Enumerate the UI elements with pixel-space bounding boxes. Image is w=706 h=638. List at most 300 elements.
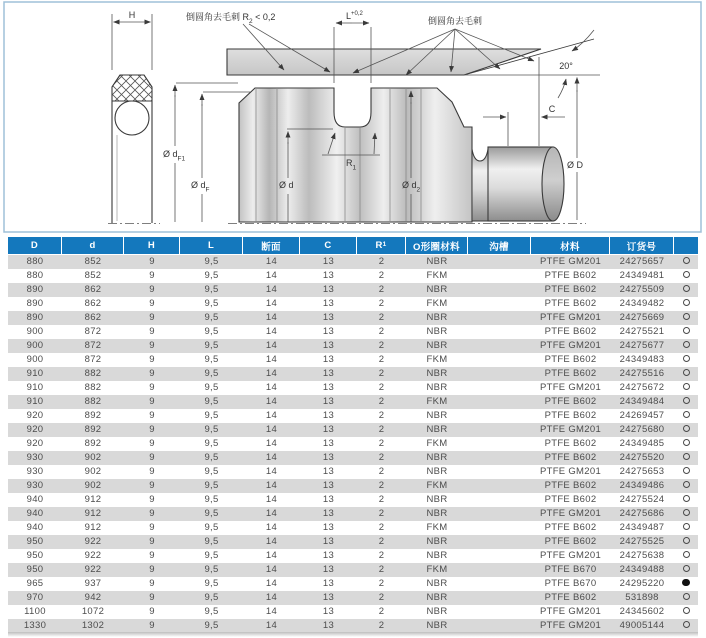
table-cell: FKM xyxy=(426,354,448,365)
table-cell: PTFE B602 xyxy=(544,354,597,365)
table-cell: 9 xyxy=(149,368,155,379)
table-cell: PTFE B602 xyxy=(544,438,597,449)
table-cell: 14 xyxy=(265,340,278,351)
table-cell: 872 xyxy=(84,326,102,337)
availability-indicator xyxy=(674,325,698,339)
table-cell: 13 xyxy=(322,550,335,561)
table-cell: 13 xyxy=(322,256,335,267)
table-cell: PTFE B602 xyxy=(544,270,597,281)
table-row xyxy=(8,339,698,353)
table-cell: 852 xyxy=(84,270,102,281)
table-cell: NBR xyxy=(426,466,448,477)
table-row xyxy=(8,423,698,437)
table-cell: FKM xyxy=(426,270,448,281)
hollow-circle-icon xyxy=(683,593,690,600)
table-row xyxy=(8,535,698,549)
table-cell: 9 xyxy=(149,424,155,435)
table-cell xyxy=(468,577,531,591)
table-cell: 9 xyxy=(149,438,155,449)
table-cell: 940 xyxy=(26,508,44,519)
svg-text:倒圆角去毛刺 R2 < 0,2: 倒圆角去毛刺 $R_2 < 0,2$ xyxy=(186,12,276,25)
size-table xyxy=(8,237,698,633)
table-cell: 14 xyxy=(265,536,278,547)
hollow-circle-icon xyxy=(683,285,690,292)
table-cell: 9,5 xyxy=(204,340,219,351)
svg-text:L+0,2: $L^{+0,2}$ xyxy=(346,11,363,21)
col-header-order-number: 订货号 xyxy=(610,237,674,254)
hollow-circle-icon xyxy=(683,341,690,348)
table-cell: PTFE B602 xyxy=(544,396,597,407)
col-header-d: d xyxy=(62,237,124,254)
hollow-circle-icon xyxy=(683,271,690,278)
table-row xyxy=(8,437,698,451)
table-cell: 9,5 xyxy=(204,270,219,281)
table-cell: NBR xyxy=(426,382,448,393)
table-cell: 9 xyxy=(149,466,155,477)
table-row xyxy=(8,521,698,535)
svg-text:R1: $R_1$ xyxy=(345,158,357,172)
table-row xyxy=(8,493,698,507)
hollow-circle-icon xyxy=(683,607,690,614)
availability-indicator xyxy=(674,437,698,451)
table-row xyxy=(8,255,698,269)
table-cell: 14 xyxy=(265,522,278,533)
svg-text:Ø dF: Ø $d_F$ xyxy=(191,180,210,194)
table-cell: 2 xyxy=(378,592,385,603)
svg-text:Ø D: Ø D xyxy=(567,160,584,170)
table-header xyxy=(8,237,698,254)
table-cell: 9,5 xyxy=(204,424,219,435)
table-row xyxy=(8,563,698,577)
availability-indicator xyxy=(674,381,698,395)
technical-drawing xyxy=(0,0,706,236)
table-cell: 13 xyxy=(322,424,335,435)
table-cell: PTFE GM201 xyxy=(539,382,602,393)
table-cell: NBR xyxy=(426,592,448,603)
table-cell: 14 xyxy=(265,620,278,631)
table-cell: 852 xyxy=(84,256,102,267)
table-cell: FKM xyxy=(426,522,448,533)
seal-cross-section xyxy=(112,75,152,223)
table-cell xyxy=(468,283,531,297)
table-cell: 24275669 xyxy=(619,312,665,323)
table-cell: NBR xyxy=(426,256,448,267)
table-row xyxy=(8,367,698,381)
table-cell: 2 xyxy=(378,284,385,295)
table-row xyxy=(8,381,698,395)
table-cell xyxy=(468,535,531,549)
table-cell: 2 xyxy=(378,312,385,323)
table-cell: 24349482 xyxy=(619,298,665,309)
table-cell xyxy=(468,423,531,437)
hollow-circle-icon xyxy=(683,257,690,264)
table-cell: 892 xyxy=(84,424,102,435)
table-cell: NBR xyxy=(426,550,448,561)
table-cell: 2 xyxy=(378,452,385,463)
table-cell: 14 xyxy=(265,606,278,617)
hollow-circle-icon xyxy=(683,383,690,390)
table-cell: 13 xyxy=(322,410,335,421)
table-cell: 14 xyxy=(265,284,278,295)
col-header-groove: 沟槽 xyxy=(468,237,531,254)
table-row xyxy=(8,269,698,283)
col-header-R1: R 1 xyxy=(357,237,406,254)
availability-indicator xyxy=(674,353,698,367)
table-cell: 950 xyxy=(26,550,44,561)
table-cell: 9 xyxy=(149,326,155,337)
table-cell: 880 xyxy=(26,270,44,281)
availability-indicator xyxy=(674,311,698,325)
table-cell: 14 xyxy=(265,312,278,323)
table-cell xyxy=(468,619,531,633)
table-cell xyxy=(468,269,531,283)
o-ring-section xyxy=(115,101,149,135)
table-cell: 910 xyxy=(26,368,44,379)
hollow-circle-icon xyxy=(683,327,690,334)
table-cell: 9 xyxy=(149,480,155,491)
table-cell: 13 xyxy=(322,452,335,463)
table-cell: 1330 xyxy=(23,620,47,631)
table-cell: 2 xyxy=(378,354,385,365)
table-cell: 910 xyxy=(26,382,44,393)
availability-indicator xyxy=(674,605,698,619)
availability-indicator xyxy=(674,563,698,577)
table-cell: PTFE B602 xyxy=(544,284,597,295)
table-cell: 890 xyxy=(26,312,44,323)
dimension-dF xyxy=(191,94,210,222)
table-cell xyxy=(468,493,531,507)
table-cell: 2 xyxy=(378,480,385,491)
table-cell: 14 xyxy=(265,354,278,365)
table-cell: 24349485 xyxy=(619,438,665,449)
hollow-circle-icon xyxy=(683,537,690,544)
table-cell: PTFE GM201 xyxy=(539,340,602,351)
table-cell: 912 xyxy=(84,508,102,519)
table-cell: 14 xyxy=(265,466,278,477)
availability-indicator xyxy=(674,591,698,605)
table-cell: NBR xyxy=(426,312,448,323)
table-cell: NBR xyxy=(426,452,448,463)
table-row xyxy=(8,605,698,619)
table-cell: 2 xyxy=(378,494,385,505)
table-row xyxy=(8,507,698,521)
table-cell: 920 xyxy=(26,438,44,449)
availability-indicator xyxy=(674,255,698,269)
table-cell: 13 xyxy=(322,536,335,547)
table-cell: 49005144 xyxy=(619,620,665,631)
table-row xyxy=(8,577,698,591)
table-row xyxy=(8,283,698,297)
table-cell: NBR xyxy=(426,368,448,379)
svg-text:Ø d2: Ø $d_2$ xyxy=(402,180,421,194)
table-cell xyxy=(468,507,531,521)
table-cell: 2 xyxy=(378,256,385,267)
table-cell: 950 xyxy=(26,564,44,575)
availability-indicator xyxy=(674,535,698,549)
table-cell: 902 xyxy=(84,452,102,463)
table-cell: 13 xyxy=(322,606,335,617)
availability-indicator xyxy=(674,395,698,409)
table-cell xyxy=(468,381,531,395)
table-cell: 902 xyxy=(84,480,102,491)
table-cell: 9 xyxy=(149,592,155,603)
availability-indicator xyxy=(674,493,698,507)
table-cell: NBR xyxy=(426,340,448,351)
table-cell: PTFE GM201 xyxy=(539,424,602,435)
availability-indicator xyxy=(674,367,698,381)
table-cell: PTFE GM201 xyxy=(539,256,602,267)
table-cell: 912 xyxy=(84,494,102,505)
table-cell: 9,5 xyxy=(204,592,219,603)
table-cell: 882 xyxy=(84,382,102,393)
table-cell: 9,5 xyxy=(204,410,219,421)
table-cell: 24275509 xyxy=(619,284,665,295)
table-cell: PTFE B602 xyxy=(544,410,597,421)
availability-indicator xyxy=(674,269,698,283)
shaft-end-face xyxy=(542,147,564,221)
table-cell: 862 xyxy=(84,298,102,309)
availability-indicator xyxy=(674,619,698,633)
table-cell: 2 xyxy=(378,410,385,421)
table-cell: 922 xyxy=(84,564,102,575)
table-cell: 9 xyxy=(149,284,155,295)
table-cell: 2 xyxy=(378,550,385,561)
dimension-H xyxy=(112,14,152,70)
table-cell: 13 xyxy=(322,354,335,365)
table-cell: PTFE GM201 xyxy=(539,508,602,519)
table-cell: 24275657 xyxy=(619,256,665,267)
table-cell: 13 xyxy=(322,494,335,505)
table-cell: 970 xyxy=(26,592,44,603)
hollow-circle-icon xyxy=(683,495,690,502)
table-cell xyxy=(468,521,531,535)
piston-drawing xyxy=(108,83,586,224)
table-cell: 882 xyxy=(84,396,102,407)
table-cell: 2 xyxy=(378,382,385,393)
table-cell: PTFE B602 xyxy=(544,368,597,379)
table-cell: 14 xyxy=(265,396,278,407)
col-header-material: 材料 xyxy=(531,237,610,254)
table-cell: 9 xyxy=(149,312,155,323)
table-cell: 9 xyxy=(149,382,155,393)
table-cell: 900 xyxy=(26,340,44,351)
hollow-circle-icon xyxy=(683,355,690,362)
table-cell: 880 xyxy=(26,256,44,267)
table-cell: 14 xyxy=(265,438,278,449)
table-cell xyxy=(468,255,531,269)
table-cell: 890 xyxy=(26,298,44,309)
table-cell: 930 xyxy=(26,480,44,491)
label-H: H xyxy=(128,10,136,20)
table-cell: 531898 xyxy=(625,592,659,603)
table-cell: 24275525 xyxy=(619,536,665,547)
table-cell: 965 xyxy=(26,578,44,589)
page-bottom-shadow xyxy=(8,632,698,637)
table-cell: 13 xyxy=(322,326,335,337)
table-cell: 9,5 xyxy=(204,256,219,267)
table-row xyxy=(8,451,698,465)
table-cell: 950 xyxy=(26,536,44,547)
table-cell: 24345602 xyxy=(619,606,665,617)
table-cell: PTFE GM201 xyxy=(539,312,602,323)
label-20deg: 20° xyxy=(559,61,573,71)
table-cell: 14 xyxy=(265,256,278,267)
table-cell xyxy=(468,325,531,339)
col-header-L: L xyxy=(180,237,243,254)
table-cell: PTFE B602 xyxy=(544,298,597,309)
table-cell xyxy=(468,451,531,465)
table-row xyxy=(8,619,698,633)
table-cell: 9 xyxy=(149,620,155,631)
table-cell: FKM xyxy=(426,438,448,449)
table-cell: 14 xyxy=(265,508,278,519)
table-cell: 13 xyxy=(322,620,335,631)
table-cell: 9 xyxy=(149,396,155,407)
hollow-circle-icon xyxy=(683,453,690,460)
table-cell xyxy=(468,297,531,311)
table-cell: 14 xyxy=(265,494,278,505)
dimension-D xyxy=(567,78,584,221)
table-cell: FKM xyxy=(426,564,448,575)
table-cell: 24349487 xyxy=(619,522,665,533)
table-cell: 24349486 xyxy=(619,480,665,491)
hollow-circle-icon xyxy=(683,481,690,488)
table-cell: 9 xyxy=(149,522,155,533)
table-cell: 14 xyxy=(265,592,278,603)
table-cell: 9,5 xyxy=(204,284,219,295)
table-cell xyxy=(468,605,531,619)
hollow-circle-icon xyxy=(683,621,690,628)
col-header-oring-material: O形圈材料 xyxy=(406,237,468,254)
table-cell: 9 xyxy=(149,606,155,617)
table-cell: FKM xyxy=(426,298,448,309)
table-cell: 9,5 xyxy=(204,382,219,393)
table-cell: NBR xyxy=(426,326,448,337)
table-cell: 912 xyxy=(84,522,102,533)
table-cell: 9,5 xyxy=(204,536,219,547)
table-cell: 13 xyxy=(322,466,335,477)
table-cell: 14 xyxy=(265,410,278,421)
table-cell: 9,5 xyxy=(204,620,219,631)
table-cell: NBR xyxy=(426,494,448,505)
table-cell: 14 xyxy=(265,270,278,281)
table-cell: 14 xyxy=(265,452,278,463)
table-cell: 9,5 xyxy=(204,354,219,365)
availability-indicator xyxy=(674,549,698,563)
svg-text:Ø d: Ø d xyxy=(279,180,294,190)
table-cell: 13 xyxy=(322,480,335,491)
table-cell: 1072 xyxy=(81,606,105,617)
col-header-D: D xyxy=(8,237,62,254)
table-cell: PTFE GM201 xyxy=(539,466,602,477)
table-cell: 13 xyxy=(322,298,335,309)
availability-indicator xyxy=(674,577,698,591)
table-cell: 9,5 xyxy=(204,298,219,309)
ptfe-ring-hatch xyxy=(112,75,152,101)
table-cell: 2 xyxy=(378,606,385,617)
table-cell: 2 xyxy=(378,424,385,435)
hollow-circle-icon xyxy=(683,299,690,306)
table-cell: 937 xyxy=(84,578,102,589)
table-cell: 892 xyxy=(84,410,102,421)
table-cell: 13 xyxy=(322,284,335,295)
table-cell: 9 xyxy=(149,256,155,267)
table-cell: 2 xyxy=(378,508,385,519)
table-row xyxy=(8,479,698,493)
table-cell: 13 xyxy=(322,522,335,533)
table-cell: 13 xyxy=(322,564,335,575)
table-cell: NBR xyxy=(426,284,448,295)
availability-indicator xyxy=(674,451,698,465)
table-cell: 24269457 xyxy=(619,410,665,421)
col-header-H: H xyxy=(124,237,180,254)
table-cell: NBR xyxy=(426,620,448,631)
table-cell: 9,5 xyxy=(204,368,219,379)
table-row xyxy=(8,297,698,311)
table-row xyxy=(8,465,698,479)
table-cell: 24349488 xyxy=(619,564,665,575)
table-cell: 2 xyxy=(378,298,385,309)
table-cell: 922 xyxy=(84,536,102,547)
table-cell: 14 xyxy=(265,424,278,435)
table-cell: 9 xyxy=(149,536,155,547)
hollow-circle-icon xyxy=(683,551,690,558)
table-cell: 9,5 xyxy=(204,396,219,407)
table-cell: 9,5 xyxy=(204,326,219,337)
table-cell xyxy=(468,311,531,325)
availability-indicator xyxy=(674,479,698,493)
table-cell: 24275653 xyxy=(619,466,665,477)
table-cell: PTFE GM201 xyxy=(539,550,602,561)
table-cell: 13 xyxy=(322,396,335,407)
table-cell: PTFE B602 xyxy=(544,536,597,547)
table-cell: 9 xyxy=(149,494,155,505)
table-cell xyxy=(468,563,531,577)
table-cell: 9,5 xyxy=(204,550,219,561)
table-cell: 14 xyxy=(265,368,278,379)
table-cell: 2 xyxy=(378,270,385,281)
dimension-dF1 xyxy=(163,85,185,222)
table-cell: NBR xyxy=(426,424,448,435)
table-cell: 14 xyxy=(265,578,278,589)
table-cell: PTFE B602 xyxy=(544,326,597,337)
svg-text:倒圆角去毛刺: 倒圆角去毛刺 xyxy=(428,16,483,26)
table-cell: 24295220 xyxy=(619,578,665,589)
table-cell: 24275672 xyxy=(619,382,665,393)
table-cell: 940 xyxy=(26,522,44,533)
table-cell: 2 xyxy=(378,438,385,449)
table-cell: 9 xyxy=(149,452,155,463)
table-cell: 920 xyxy=(26,410,44,421)
svg-text:C: C xyxy=(548,104,556,114)
table-cell: 13 xyxy=(322,382,335,393)
table-cell: PTFE B670 xyxy=(544,564,597,575)
table-cell: 2 xyxy=(378,466,385,477)
table-cell: 2 xyxy=(378,396,385,407)
table-cell: PTFE B602 xyxy=(544,522,597,533)
availability-indicator xyxy=(674,423,698,437)
table-cell: 24275520 xyxy=(619,452,665,463)
hollow-circle-icon xyxy=(683,523,690,530)
table-cell: 14 xyxy=(265,326,278,337)
table-cell xyxy=(468,591,531,605)
table-cell: 24275677 xyxy=(619,340,665,351)
col-header-availability xyxy=(674,237,698,254)
table-row xyxy=(8,409,698,423)
table-cell: 862 xyxy=(84,312,102,323)
table-cell: 882 xyxy=(84,368,102,379)
table-cell: 2 xyxy=(378,620,385,631)
